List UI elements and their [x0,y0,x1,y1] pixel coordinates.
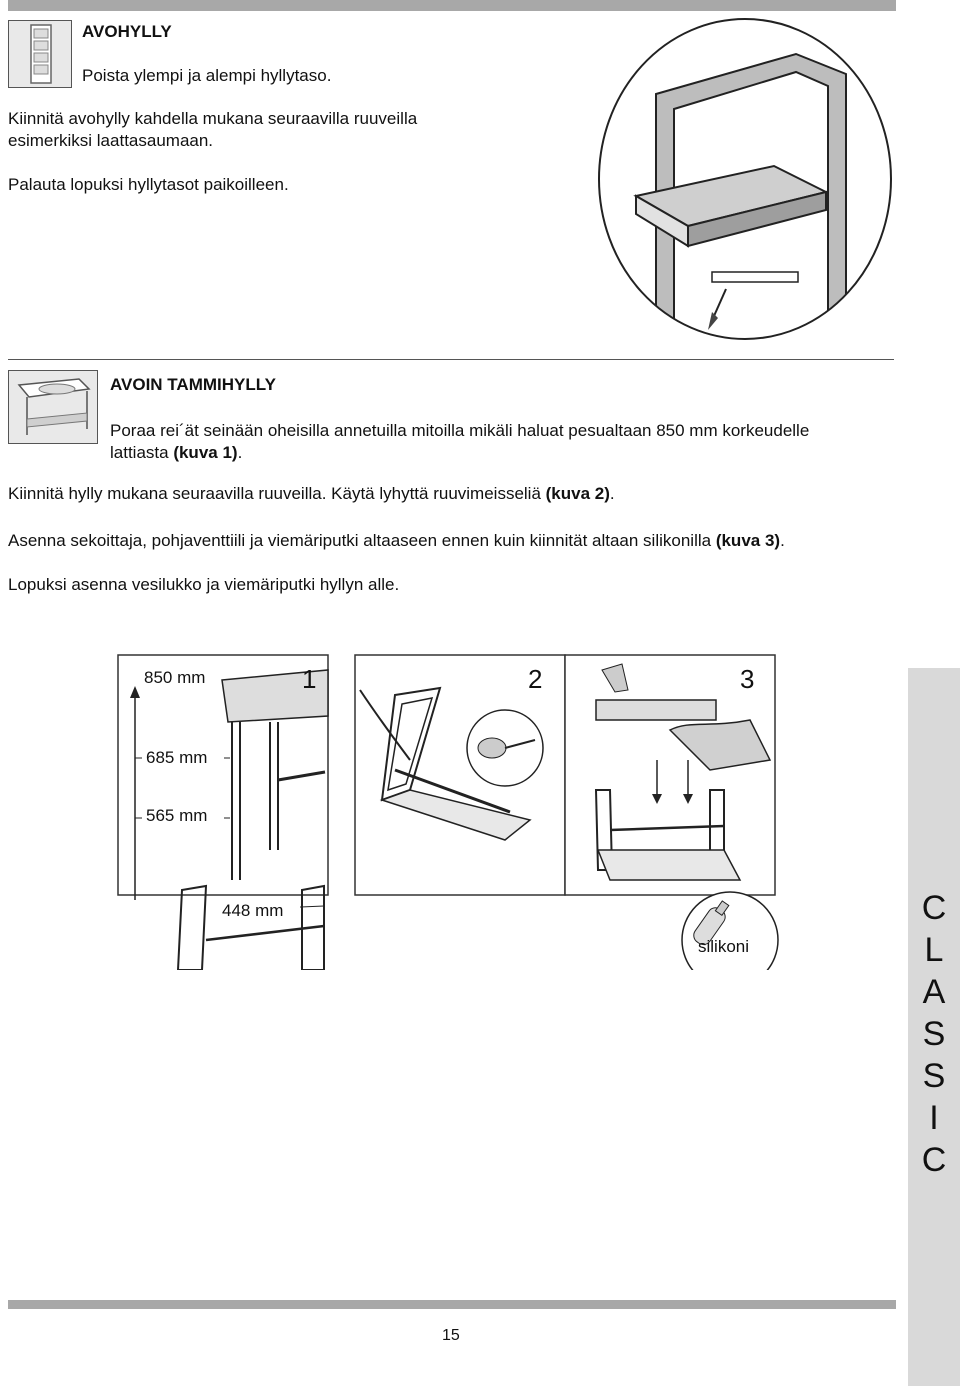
dimension-565: 565 mm [146,806,208,825]
figure1-number: 1 [302,664,317,694]
washbasin-thumbnail [8,370,98,444]
brand-letter: L [924,931,944,969]
assembly-figures [110,650,780,970]
brand-letter: S [922,1057,946,1095]
figure1-reference: (kuva 1) [173,443,238,462]
dimension-448: 448 mm [222,901,284,920]
washbasin-thumbnail-drawing [9,371,97,443]
section2-p1-end: . [237,443,243,462]
section-divider [8,359,894,360]
section2-p3-end: . [780,531,785,550]
section1-title: AVOHYLLY [82,22,172,41]
section2-p2-end: . [609,484,615,503]
section2-p2-text: Kiinnitä hylly mukana seuraavilla ruuveilla. Käytä lyhyttä ruuvimeisseliä [8,484,546,503]
section2-p4: Lopuksi asenna vesilukko ja viemäriputki hyllyn alle. [8,575,400,594]
section2-p1b-text: lattiasta [110,443,174,462]
cabinet-thumbnail-drawing [9,21,71,87]
top-bar [8,0,896,11]
section1-line2a: Kiinnitä avohylly kahdella mukana seuraavilla ruuveilla [8,109,418,128]
section2-p1b [110,442,242,464]
section2-p2 [8,483,615,505]
cabinet-thumbnail [8,20,72,88]
figure3-reference: (kuva 3) [715,531,781,550]
brand-letter: I [929,1099,939,1137]
brand-letter: C [921,889,947,927]
figure2-reference: (kuva 2) [545,484,610,503]
open-shelf-illustration [596,14,894,344]
figure2-number: 2 [528,664,543,694]
section2-p3 [8,530,785,552]
section1-line1: Poista ylempi ja alempi hyllytaso. [82,66,332,85]
section1-line2b: esimerkiksi laattasaumaan. [8,131,214,150]
page-number: 15 [442,1327,460,1344]
dimension-850: 850 mm [144,668,206,687]
section1-line3: Palauta lopuksi hyllytasot paikoilleen. [8,175,289,194]
section2-p3-text: Asenna sekoittaja, pohjaventtiili ja viemäriputki altaaseen ennen kuin kiinnität altaan silikonilla [8,531,716,550]
section2-p1a: Poraa rei´ät seinään oheisilla annetuilla mitoilla mikäli haluat pesualtaan 850 mm korkeudelle [110,421,810,440]
figure3-number: 3 [740,664,755,694]
brand-letter: S [922,1015,946,1053]
section2-title: AVOIN TAMMIHYLLY [110,375,276,394]
bottom-bar [8,1300,896,1309]
dimension-685: 685 mm [146,748,208,767]
brand-sidebar [908,668,960,1386]
brand-letter: A [922,973,946,1011]
silicone-label: silikoni [698,937,750,956]
brand-letter: C [921,1141,947,1179]
